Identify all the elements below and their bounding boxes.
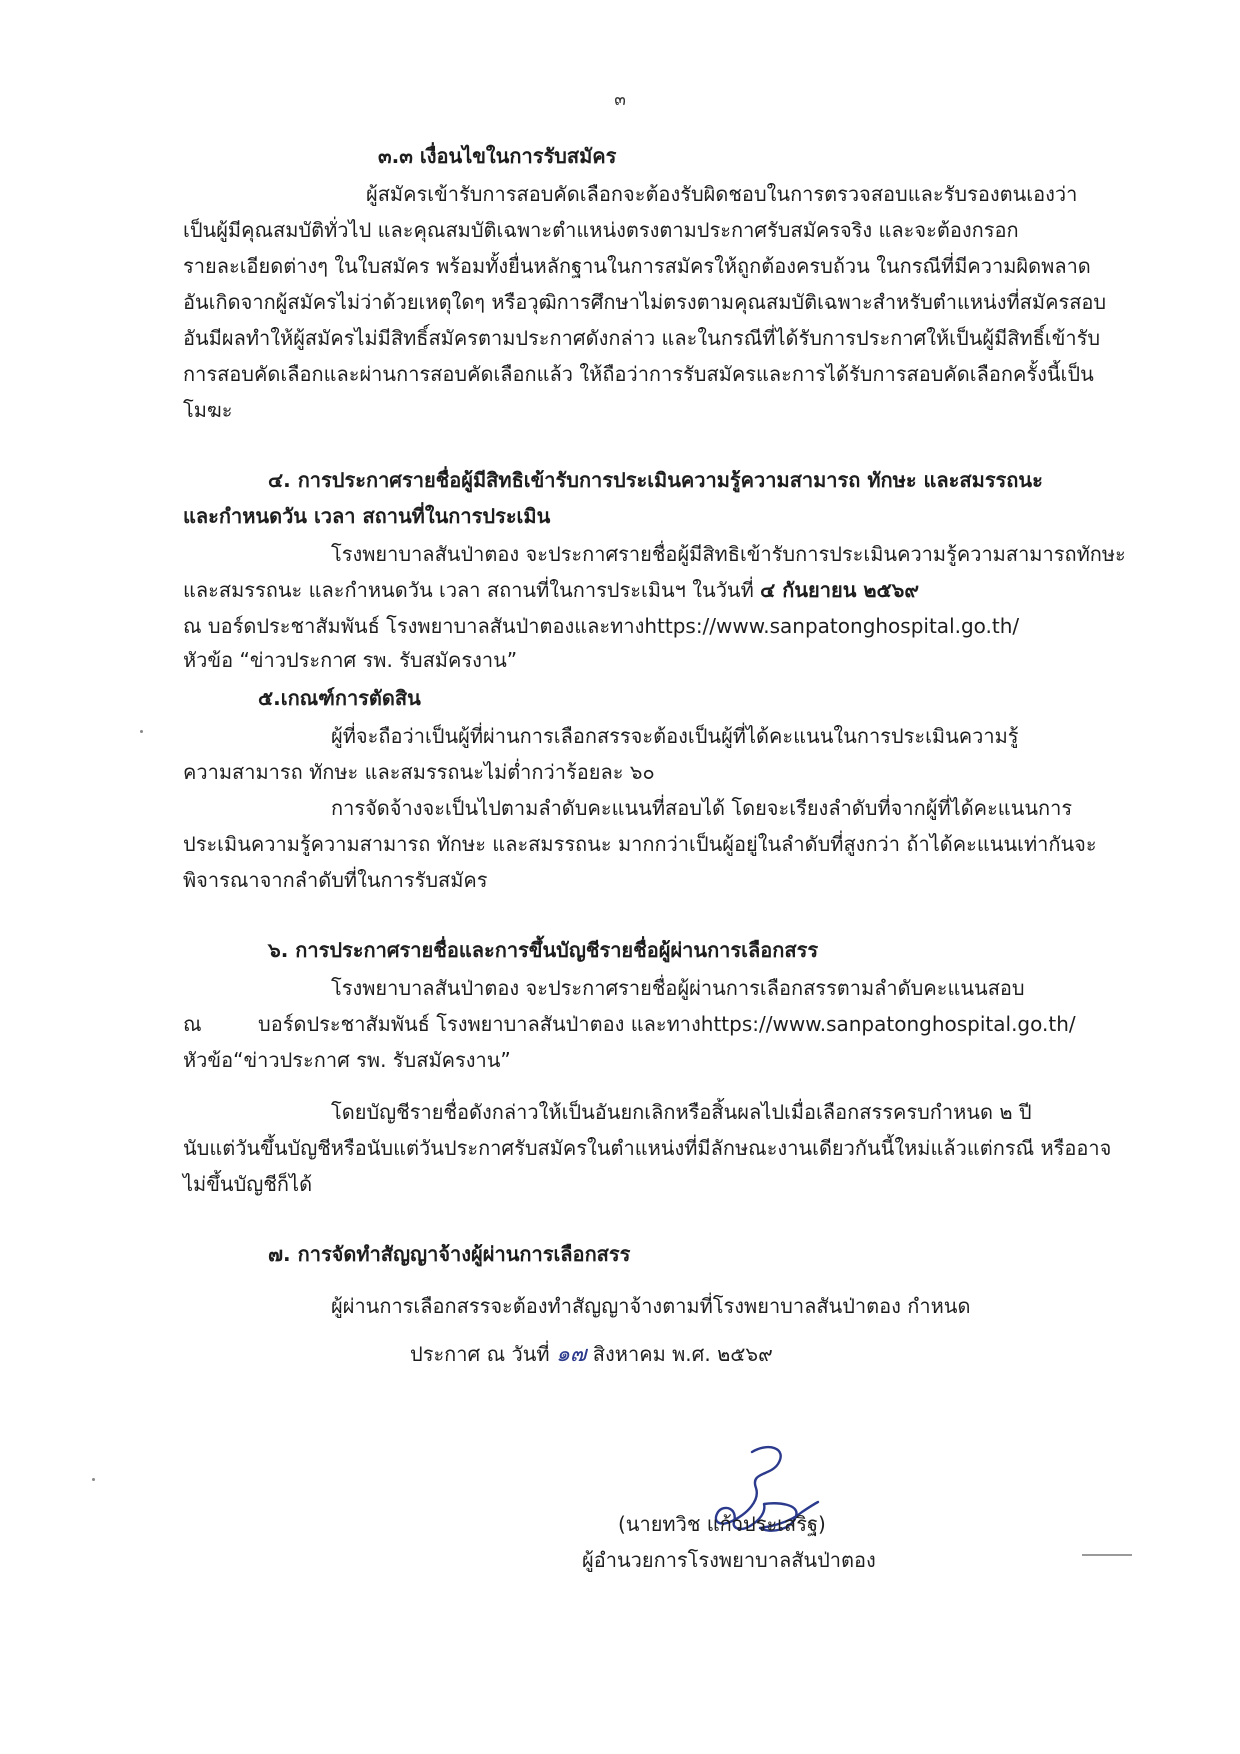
section-6-heading: ๖. การประกาศรายชื่อและการขึ้นบัญชีรายชื่อผู้ผ่านการเลือกสรร bbox=[268, 938, 819, 962]
announcement-date bbox=[410, 1340, 773, 1369]
section-6-line: หัวข้อ“ข่าวประกาศ รพ. รับสมัครงาน” bbox=[183, 1048, 511, 1072]
section-6-line: บอร์ดประชาสัมพันธ์ โรงพยาบาลสันป่าตอง และทางhttps://www.sanpatonghospital.go.th/ bbox=[258, 1012, 1076, 1036]
section-7-line: ผู้ผ่านการเลือกสรรจะต้องทำสัญญาจ้างตามที่โรงพยาบาลสันป่าตอง กำหนด bbox=[331, 1294, 971, 1318]
section-3-3-line: การสอบคัดเลือกและผ่านการสอบคัดเลือกแล้ว ให้ถือว่าการรับสมัครและการได้รับการสอบคัดเลือกครั้งนี้เป็น bbox=[183, 362, 1094, 386]
section-4-heading: ๔. การประกาศรายชื่อผู้มีสิทธิเข้ารับการประเมินความรู้ความสามารถ ทักษะ และสมรรถนะ bbox=[268, 468, 1043, 492]
section-6-line: ไม่ขึ้นบัญชีก็ได้ bbox=[183, 1172, 313, 1196]
section-5-line: ผู้ที่จะถือว่าเป็นผู้ที่ผ่านการเลือกสรรจะต้องเป็นผู้ที่ได้คะแนนในการประเมินความรู้ bbox=[331, 724, 1019, 748]
section-3-3-line: อันเกิดจากผู้สมัครไม่ว่าด้วยเหตุใดๆ หรือวุฒิการศึกษาไม่ตรงตามคุณสมบัติเฉพาะสำหรับตำแหน่งที่สมัครสอบ bbox=[183, 290, 1107, 314]
section-3-3-line: อันมีผลทำให้ผู้สมัครไม่มีสิทธิ์สมัครตามประกาศดังกล่าว และในกรณีที่ได้รับการประกาศให้เป็นผู้มีสิทธิ์เข้ารับ bbox=[183, 326, 1101, 350]
section-6-line: โดยบัญชีรายชื่อดังกล่าวให้เป็นอันยกเลิกหรือสิ้นผลไปเมื่อเลือกสรรครบกำหนด ๒ ปี bbox=[331, 1100, 1032, 1124]
section-3-3-line: โมฆะ bbox=[183, 398, 233, 422]
section-3-3-line: เป็นผู้มีคุณสมบัติทั่วไป และคุณสมบัติเฉพาะตำแหน่งตรงตามประกาศรับสมัครจริง และจะต้องกรอก bbox=[183, 218, 1019, 242]
section-5-line: การจัดจ้างจะเป็นไปตามลำดับคะแนนที่สอบได้ โดยจะเรียงลำดับที่จากผู้ที่ได้คะแนนการ bbox=[331, 796, 1073, 820]
section-5-heading: ๕.เกณฑ์การตัดสิน bbox=[258, 686, 421, 710]
assessment-date: ๔ กันยายน ๒๕๖๙ bbox=[760, 578, 920, 602]
section-6-line: นับแต่วันขึ้นบัญชีหรือนับแต่วันประกาศรับสมัครในตำแหน่งที่มีลักษณะงานเดียวกันนี้ใหม่แล้วแต่กรณี หรืออาจ bbox=[183, 1136, 1112, 1160]
handwritten-day: ๑๗ bbox=[555, 1342, 587, 1367]
section-4-line: ณ บอร์ดประชาสัมพันธ์ โรงพยาบาลสันป่าตองและทางhttps://www.sanpatonghospital.go.th/ bbox=[183, 614, 1020, 638]
scan-speck bbox=[140, 730, 143, 733]
section-6-line: โรงพยาบาลสันป่าตอง จะประกาศรายชื่อผู้ผ่านการเลือกสรรตามลำดับคะแนนสอบ bbox=[331, 976, 1025, 1000]
margin-mark bbox=[1082, 1554, 1132, 1556]
section-5-line: ประเมินความรู้ความสามารถ ทักษะ และสมรรถนะ มากกว่าเป็นผู้อยู่ในลำดับที่สูงกว่า ถ้าได้คะแนนเท่ากันจะ bbox=[183, 832, 1097, 856]
section-4-line bbox=[183, 576, 919, 604]
section-5-line: พิจารณาจากลำดับที่ในการรับสมัคร bbox=[183, 868, 488, 892]
page-number: ๓ bbox=[614, 90, 626, 110]
announcement-prefix: ประกาศ ณ วันที่ bbox=[410, 1342, 556, 1366]
section-7-heading: ๗. การจัดทำสัญญาจ้างผู้ผ่านการเลือกสรร bbox=[268, 1242, 631, 1266]
section-6-line-prefix: ณ bbox=[183, 1012, 202, 1036]
section-3-3-heading: ๓.๓ เงื่อนไขในการรับสมัคร bbox=[378, 144, 617, 168]
section-4-line: หัวข้อ “ข่าวประกาศ รพ. รับสมัครงาน” bbox=[183, 648, 518, 672]
section-5-line: ความสามารถ ทักษะ และสมรรถนะไม่ต่ำกว่าร้อยละ ๖๐ bbox=[183, 760, 655, 784]
signatory-name: (นายทวิช แก้วประเสริฐ) bbox=[618, 1512, 826, 1536]
section-4-line-text: และสมรรถนะ และกำหนดวัน เวลา สถานที่ในการประเมินฯ ในวันที่ bbox=[183, 578, 761, 602]
section-4-line: โรงพยาบาลสันป่าตอง จะประกาศรายชื่อผู้มีสิทธิเข้ารับการประเมินความรู้ความสามารถทักษะ bbox=[331, 542, 1126, 566]
scan-speck bbox=[92, 1478, 95, 1481]
section-3-3-line: ผู้สมัครเข้ารับการสอบคัดเลือกจะต้องรับผิดชอบในการตรวจสอบและรับรองตนเองว่า bbox=[366, 182, 1078, 206]
section-3-3-line: รายละเอียดต่างๆ ในใบสมัคร พร้อมทั้งยื่นหลักฐานในการสมัครให้ถูกต้องครบถ้วน ในกรณีที่มีความผิดพลาด bbox=[183, 254, 1091, 278]
section-4-heading-cont: และกำหนดวัน เวลา สถานที่ในการประเมิน bbox=[183, 504, 551, 528]
announcement-suffix: สิงหาคม พ.ศ. ๒๕๖๙ bbox=[586, 1342, 773, 1366]
signatory-title: ผู้อำนวยการโรงพยาบาลสันป่าตอง bbox=[582, 1548, 876, 1572]
